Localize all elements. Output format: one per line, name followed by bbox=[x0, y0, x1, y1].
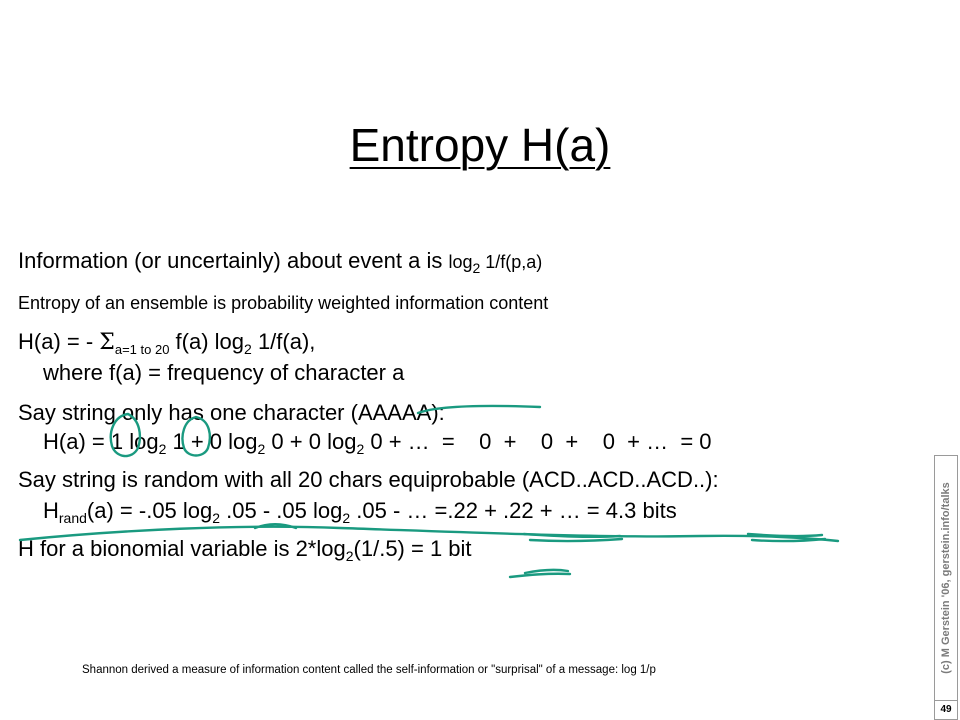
line-where: where f(a) = frequency of character a bbox=[43, 360, 405, 385]
line-text: Information (or uncertainly) about event a is bbox=[18, 248, 449, 273]
subscript: 2 bbox=[342, 510, 351, 526]
formula-part: H(a) = - bbox=[18, 329, 100, 354]
formula-part: .05 - … =.22 + .22 + … = 4.3 bits bbox=[350, 498, 677, 523]
speaker-note: Shannon derived a measure of information content called the self-information or "surprisal" of a message: log 1/p bbox=[82, 664, 656, 676]
ink-circle-2 bbox=[183, 417, 210, 456]
formula-part: (a) = -.05 log bbox=[86, 498, 213, 523]
subscript: 2 bbox=[345, 548, 354, 564]
page-number: 49 bbox=[934, 700, 958, 720]
subscript: 2 bbox=[257, 441, 266, 457]
log-word: log bbox=[448, 252, 473, 272]
subscript: 2 bbox=[244, 341, 252, 357]
ink-dash-low bbox=[510, 570, 570, 577]
formula-part: 1 + 0 log bbox=[166, 429, 258, 454]
subscript: 2 bbox=[472, 260, 481, 276]
formula-part: f(a) log bbox=[169, 329, 245, 354]
formula-part: .05 - .05 log bbox=[220, 498, 343, 523]
formula-part: 0 + … = 0 + 0 + 0 + … = 0 bbox=[364, 429, 712, 454]
formula-part: H for a bionomial variable is 2*log bbox=[18, 536, 346, 561]
slide-title: Entropy H(a) bbox=[349, 119, 611, 171]
ink-circle-1 bbox=[111, 414, 140, 456]
line-random-string: Say string is random with all 20 chars equiprobable (ACD..ACD..ACD..): bbox=[18, 467, 719, 492]
formula-part: (1/.5) = 1 bit bbox=[353, 536, 472, 561]
line-entropy-definition: Entropy of an ensemble is probability weighted information content bbox=[18, 293, 549, 313]
subscript: 2 bbox=[356, 441, 365, 457]
sidebar-credit-text: (c) M Gerstein '06, gerstein.info/talks bbox=[940, 481, 952, 674]
formula-part: H bbox=[43, 498, 59, 523]
subscript: rand bbox=[58, 510, 87, 526]
line-one-character: Say string only has one character (AAAAA): bbox=[18, 400, 445, 425]
subscript: 2 bbox=[212, 510, 221, 526]
formula-part: 1/f(a), bbox=[251, 329, 316, 354]
subscript: 2 bbox=[158, 441, 167, 457]
sigma-symbol: Σ bbox=[99, 330, 115, 355]
formula-part: 0 + 0 log bbox=[265, 429, 357, 454]
subscript: a=1 to 20 bbox=[114, 342, 170, 357]
formula-rest: 1/f(p,a) bbox=[480, 252, 543, 272]
ink-underline-long bbox=[20, 527, 838, 541]
formula-part: H(a) = 1 log bbox=[43, 429, 159, 454]
ink-arc-string bbox=[418, 406, 540, 413]
